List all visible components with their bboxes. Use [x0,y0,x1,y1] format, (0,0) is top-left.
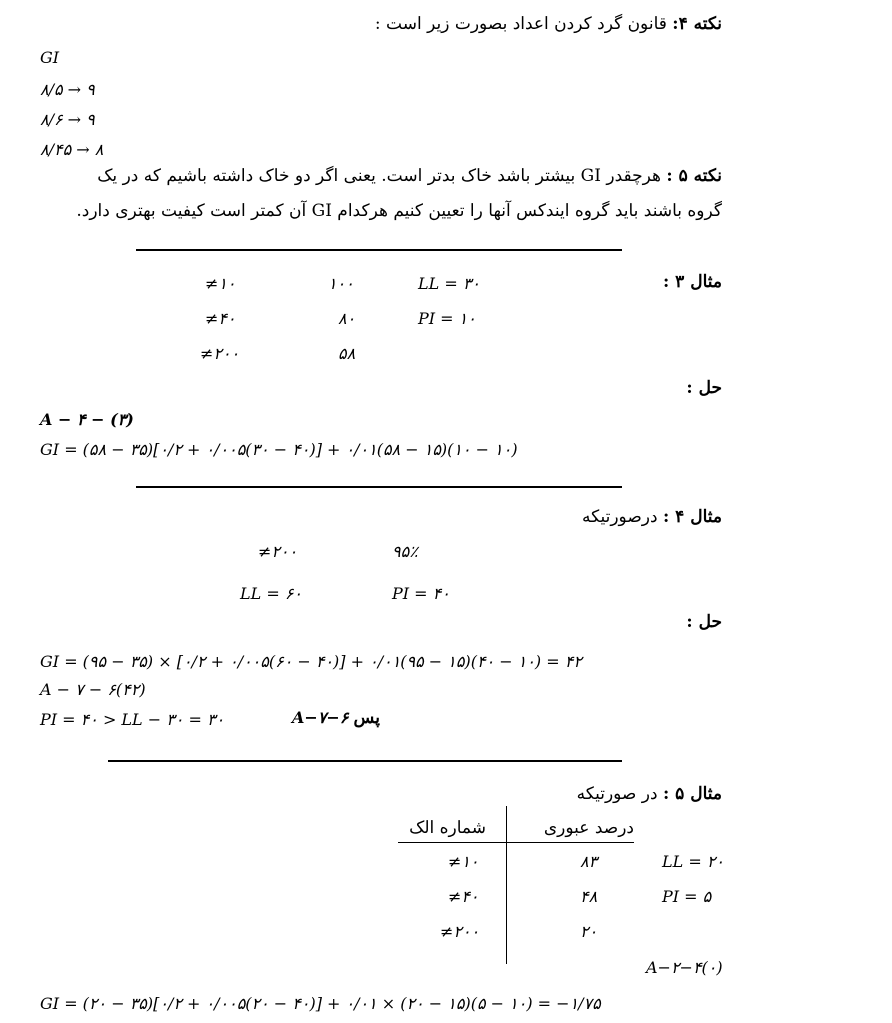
example4-solution-label: حل : [686,612,722,632]
example4-label: مثال ۴ : [662,507,722,527]
example3-label: مثال ۳ : [662,272,722,292]
rounding-rule-2: ۸/۶ → ۹ [40,110,95,129]
ex3-gi-formula: GI = (۵۸ − ۳۵)[۰/۲ + ۰/۰۰۵(۳۰ − ۴۰)] + ۰/۰۱(۵۸ − ۱۵)(۱۰ − ۱۰) [40,440,518,459]
ex3-ll: LL = ۳۰ [418,274,481,293]
ex4-ll: LL = ۶۰ [240,584,303,603]
ex5-gi-formula: GI = (۲۰ − ۳۵)[۰/۲ + ۰/۰۰۵(۲۰ − ۴۰)] + ۰/۰۱ × (۲۰ − ۱۵)(۵ − ۱۰) = −۱/۷۵ [40,994,601,1013]
ex5-passing-3: ۲۰ [580,922,598,941]
ex4-pi: PI = ۴۰ [392,584,450,603]
example4-intro: درصورتیکه [581,507,658,527]
ex5-sieve-1: ≠۱۰ [448,852,479,871]
table-header-sieve: شماره الک [409,818,486,838]
ex5-classification: A−۲−۴(۰) [646,958,723,977]
ex3-sieve-1: ≠۱۰ [205,274,236,293]
note5-text-line1: هرچقدر GI بیشتر باشد خاک بدتر است. یعنی اگر دو خاک داشته باشیم که در یک [97,166,661,186]
example3-solution-label: حل : [686,378,722,398]
divider-1 [136,249,622,251]
example4-heading [582,507,722,527]
rounding-rule-1: ۸/۵ → ۹ [40,80,95,99]
note5-line1 [40,166,722,186]
ex3-pi: PI = ۱۰ [418,309,476,328]
ex3-sieve-2: ≠۴۰ [205,309,236,328]
ex5-passing-1: ۸۳ [580,852,598,871]
note4-heading [375,14,722,34]
example5-heading [577,784,722,804]
ex3-classification: A − ۴ − (۳) [40,410,134,429]
ex5-sieve-2: ≠۴۰ [448,887,479,906]
divider-3 [108,760,622,762]
ex4-conclusion-value: A−۷−۶ [292,708,349,727]
ex5-ll: LL = ۲۰ [662,852,725,871]
ex4-conclusion-label: پس [353,708,380,728]
note5-label: نکته ۵ : [666,166,722,186]
ex4-sieve: ≠۲۰۰ [258,542,298,561]
ex4-pi-compare: PI = ۴۰ > LL − ۳۰ = ۳۰ [40,710,225,729]
ex3-sieve-3: ≠۲۰۰ [200,344,240,363]
rounding-rule-3: ۸/۴۵ → ۸ [40,140,104,159]
ex5-sieve-3: ≠۲۰۰ [440,922,480,941]
ex3-passing-1: ۱۰۰ [328,274,354,293]
example5-intro: در صورتیکه [576,784,658,804]
table-header-passing: درصد عبوری [543,818,634,838]
example5-label: مثال ۵ : [662,784,722,804]
table-divider [506,806,507,964]
ex3-passing-3: ۵۸ [338,344,356,363]
ex3-passing-2: ۸۰ [338,309,356,328]
note4-text: قانون گرد کردن اعداد بصورت زیر است : [374,14,667,34]
table-header-line [398,842,634,843]
ex4-conclusion [292,708,380,728]
ex5-pi: PI = ۵ [662,887,712,906]
divider-2 [136,486,622,488]
ex4-classification: A − ۷ − ۶(۴۲) [40,680,146,699]
ex5-passing-2: ۴۸ [580,887,598,906]
note4-gi-label: GI [40,48,60,67]
note4-label: نکته ۴: [672,14,722,34]
ex4-gi-formula: GI = (۹۵ − ۳۵) × [۰/۲ + ۰/۰۰۵(۶۰ − ۴۰)] + ۰/۰۱(۹۵ − ۱۵)(۴۰ − ۱۰) = ۴۲ [40,652,582,671]
note5-line2: گروه باشند باید گروه ایندکس آنها را تعیین کنیم هرکدام GI آن کمتر است کیفیت بهتری دارد. [76,201,722,221]
ex4-percent: ۹۵٪ [392,542,418,561]
